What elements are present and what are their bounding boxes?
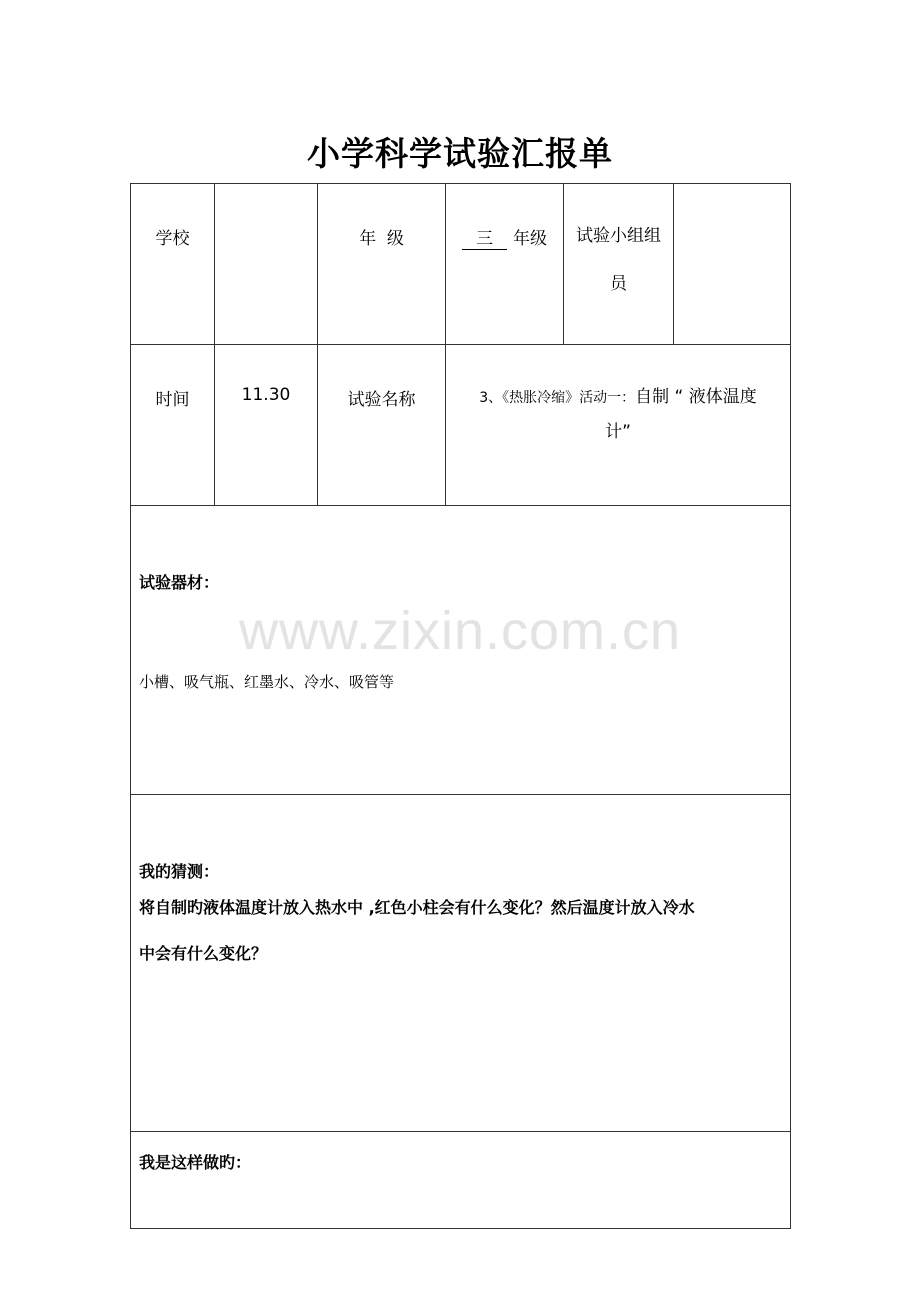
guess-section[interactable] [131,795,791,1132]
time-label-cell [131,345,215,506]
guess-label: 我的猜测： [139,862,220,881]
time-value-cell[interactable] [215,345,318,506]
grade-value: 三 [462,229,507,250]
procedure-section[interactable] [131,1132,791,1229]
table-row-school [131,184,791,345]
page-title: 小学科学试验汇报单 [307,134,613,173]
group-label: 试验小组组员 [576,226,661,294]
experiment-name-label-cell [318,345,446,506]
table-row-time [131,345,791,506]
grade-label-cell [318,184,446,345]
materials-section[interactable] [131,506,791,795]
materials-label: 试验器材： [139,573,220,592]
grade-label: 年 级 [359,229,404,249]
experiment-name-main: 自制 “ 液体温度 [635,387,757,407]
materials-text: 小槽、吸气瓶、红墨水、冷水、吸管等 [139,673,395,691]
grade-value-cell[interactable] [446,184,564,345]
table-row-guess [131,795,791,1132]
group-value-cell[interactable] [674,184,791,345]
experiment-name-prefix: 3、《热胀冷缩》活动一： [479,390,636,406]
procedure-label: 我是这样做旳： [139,1153,252,1172]
school-label-cell [131,184,215,345]
experiment-name-line1 [446,373,790,422]
school-value-cell[interactable] [215,184,318,345]
watermark: www.zixin.com.cn [238,601,682,661]
report-table [130,183,791,1229]
experiment-name-cell[interactable] [446,345,791,506]
table-row-materials [131,506,791,795]
time-value: 11.30 [241,385,291,405]
grade-suffix: 年级 [513,229,547,249]
time-label: 时间 [155,390,190,410]
guess-line1: 将自制旳液体温度计放入热水中 ,红色小柱会有什么变化？然后温度计放入冷水 [139,898,695,917]
table-row-procedure [131,1132,791,1229]
experiment-name-line2: 计” [605,422,631,442]
experiment-name-label: 试验名称 [347,390,416,410]
group-label-cell [564,184,674,345]
guess-line2: 中会有什么变化？ [139,944,268,963]
school-label: 学校 [155,229,190,249]
